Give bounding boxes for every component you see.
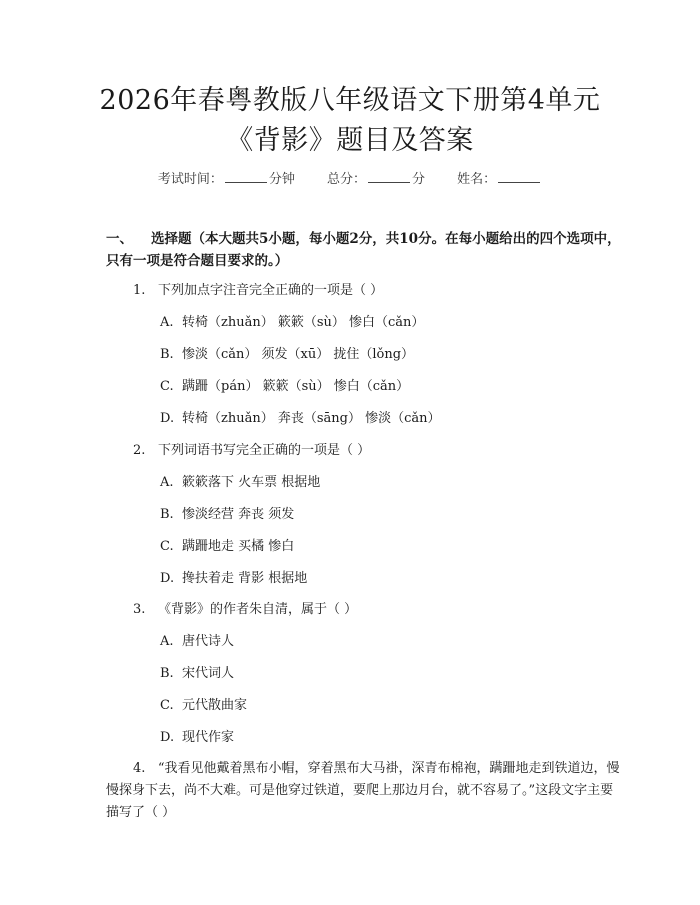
name-label: 姓名：: [457, 172, 497, 187]
time-blank[interactable]: [225, 170, 267, 183]
exam-meta: [0, 168, 700, 187]
q3-option-a[interactable]: [160, 633, 234, 651]
option-text: 转椅（zhuǎn） 奔丧（sāng） 惨淡（cǎn）: [182, 411, 441, 426]
question-number: 1.: [133, 283, 146, 298]
question-number: 4.: [133, 761, 146, 776]
option-letter: B.: [160, 347, 174, 362]
q2-option-b[interactable]: [160, 506, 294, 524]
option-letter: B.: [160, 507, 174, 522]
option-text: 转椅（zhuǎn） 簌簌（sù） 惨白（cǎn）: [182, 315, 425, 330]
option-letter: C.: [160, 379, 174, 394]
q3-option-b[interactable]: [160, 665, 234, 683]
page-title-line1: 2026年春粤教版八年级语文下册第4单元: [99, 85, 601, 116]
q3-option-d[interactable]: [160, 729, 234, 747]
question-2: [133, 442, 370, 460]
question-1: [133, 282, 383, 300]
option-text: 现代作家: [182, 730, 235, 745]
option-text: 蹒跚地走 买橘 惨白: [182, 539, 295, 554]
option-text: 元代散曲家: [182, 698, 248, 713]
section-number: 一、: [106, 231, 133, 247]
question-3: [133, 601, 357, 619]
name-blank[interactable]: [498, 170, 540, 183]
score-label: 总分：: [326, 172, 366, 187]
option-letter: B.: [160, 666, 174, 681]
section-heading: [106, 228, 626, 272]
question-number: 3.: [133, 602, 146, 617]
question-text: 《背影》的作者朱自清，属于（ ）: [158, 602, 358, 617]
time-field: [158, 168, 295, 187]
q1-option-a[interactable]: [160, 314, 424, 332]
option-letter: C.: [160, 698, 174, 713]
question-text: 下列加点字注音完全正确的一项是（ ）: [158, 283, 384, 298]
option-text: 唐代诗人: [182, 634, 235, 649]
option-letter: A.: [160, 475, 174, 490]
option-text: 簌簌落下 火车票 根据地: [182, 475, 321, 490]
score-blank[interactable]: [368, 170, 410, 183]
question-number: 2.: [133, 443, 146, 458]
name-field: [457, 168, 542, 187]
option-letter: A.: [160, 315, 174, 330]
option-letter: D.: [160, 571, 175, 586]
page-title-line2: 《背影》题目及答案: [226, 125, 474, 156]
option-letter: A.: [160, 634, 174, 649]
option-text: 搀扶着走 背影 根据地: [182, 571, 308, 586]
score-unit: 分: [412, 172, 426, 187]
question-text: “我看见他戴着黑布小帽，穿着黑布大马褂，深青布棉袍，蹒跚地走到铁道边，慢慢探身下去，尚不大难。可是他穿过铁道，要爬上那边月台，就不容易了。”这段文字主要描写了（ ）: [106, 761, 620, 820]
score-field: [327, 168, 425, 187]
option-text: 惨淡（cǎn） 须发（xū） 拢住（lǒng）: [182, 347, 415, 362]
q1-option-b[interactable]: [160, 346, 414, 364]
q2-option-d[interactable]: [160, 570, 307, 588]
q1-option-c[interactable]: [160, 378, 409, 396]
option-letter: C.: [160, 539, 174, 554]
q2-option-c[interactable]: [160, 538, 294, 556]
time-label: 考试时间：: [157, 172, 223, 187]
time-unit: 分钟: [268, 172, 295, 187]
q3-option-c[interactable]: [160, 697, 247, 715]
option-text: 宋代词人: [182, 666, 235, 681]
q1-option-d[interactable]: [160, 410, 441, 428]
section-text: 选择题（本大题共5小题，每小题2分，共10分。在每小题给出的四个选项中，只有一项是符合题目要求的。）: [106, 231, 621, 269]
option-letter: D.: [160, 730, 175, 745]
question-4: [106, 758, 626, 824]
option-letter: D.: [160, 411, 175, 426]
option-text: 蹒跚（pán） 簌簌（sù） 惨白（cǎn）: [182, 379, 410, 394]
question-text: 下列词语书写完全正确的一项是（ ）: [158, 443, 371, 458]
q2-option-a[interactable]: [160, 474, 320, 492]
option-text: 惨淡经营 奔丧 须发: [182, 507, 295, 522]
